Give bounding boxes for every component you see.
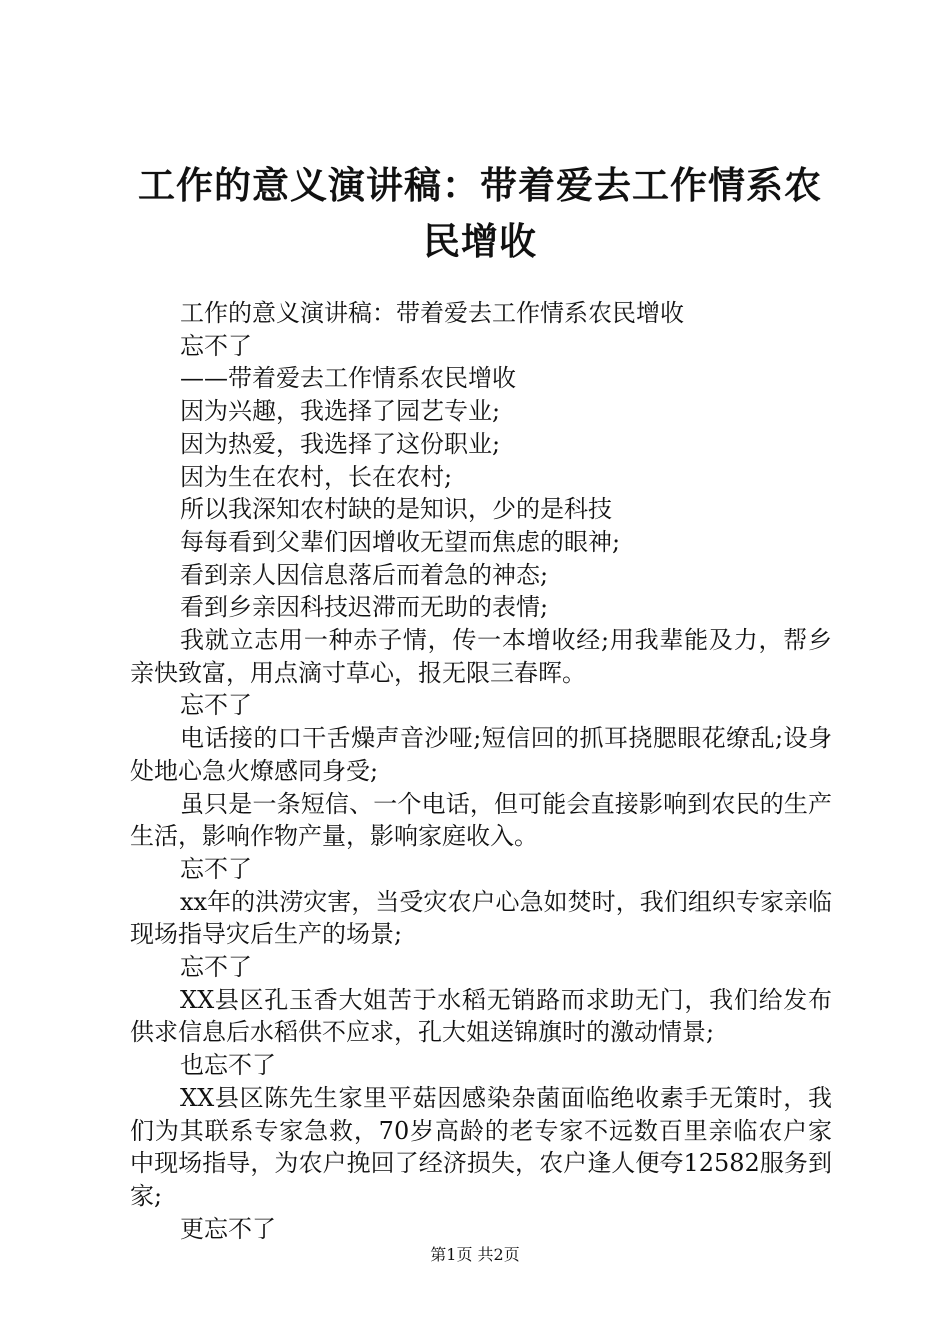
page-footer [0, 1244, 950, 1266]
paragraph: 因为热爱，我选择了这份职业; [180, 429, 501, 458]
page-number-label: 第1页 共2页 [430, 1245, 520, 1264]
paragraph: 看到亲人因信息落后而着急的神态; [180, 560, 549, 589]
paragraph: 每每看到父辈们因增收无望而焦虑的眼神; [180, 527, 621, 556]
document-title: 工作的意义演讲稿：带着爱去工作情系农民增收 [138, 164, 822, 263]
paragraph: 电话接的口干舌燥声音沙哑;短信回的抓耳挠腮眼花缭乱;设身处地心急火燎感同身受; [130, 724, 832, 785]
paragraph: 更忘不了 [180, 1214, 276, 1243]
paragraph: 我就立志用一种赤子情，传一本增收经;用我辈能及力，帮乡亲快致富，用点滴寸草心，报无限三春晖。 [130, 626, 832, 687]
paragraph: 因为兴趣，我选择了园艺专业; [180, 397, 501, 426]
paragraph: 工作的意义演讲稿：带着爱去工作情系农民增收 [180, 299, 684, 327]
paragraph: xx年的洪涝灾害，当受灾农户心急如焚时，我们组织专家亲临现场指导灾后生产的场景; [130, 887, 832, 949]
paragraph: 也忘不了 [180, 1051, 276, 1080]
paragraph: 忘不了 [180, 953, 252, 982]
paragraph: 因为生在农村，长在农村; [180, 462, 453, 491]
document-body [130, 297, 832, 1245]
paragraph: ——带着爱去工作情系农民增收 [180, 364, 516, 393]
paragraph: 忘不了 [180, 854, 252, 883]
paragraph: 忘不了 [180, 691, 252, 720]
paragraph: 虽只是一条短信、一个电话，但可能会直接影响到农民的生产生活，影响作物产量，影响家庭收入。 [130, 789, 832, 851]
paragraph: XX县区孔玉香大姐苦于水稻无销路而求助无门，我们给发布供求信息后水稻供不应求，孔大姐送锦旗时的激动情景; [130, 985, 832, 1047]
paragraph: 所以我深知农村缺的是知识，少的是科技 [180, 495, 612, 524]
paragraph: XX县区陈先生家里平菇因感染杂菌面临绝收素手无策时，我们为其联系专家急救，70岁高龄的老专家不远数百里亲临农户家中现场指导，为农户挽回了经济损失，农户逢人便夸12582服务到家; [130, 1083, 832, 1210]
paragraph: 忘不了 [180, 331, 252, 360]
paragraph: 看到乡亲因科技迟滞而无助的表情; [180, 593, 549, 622]
